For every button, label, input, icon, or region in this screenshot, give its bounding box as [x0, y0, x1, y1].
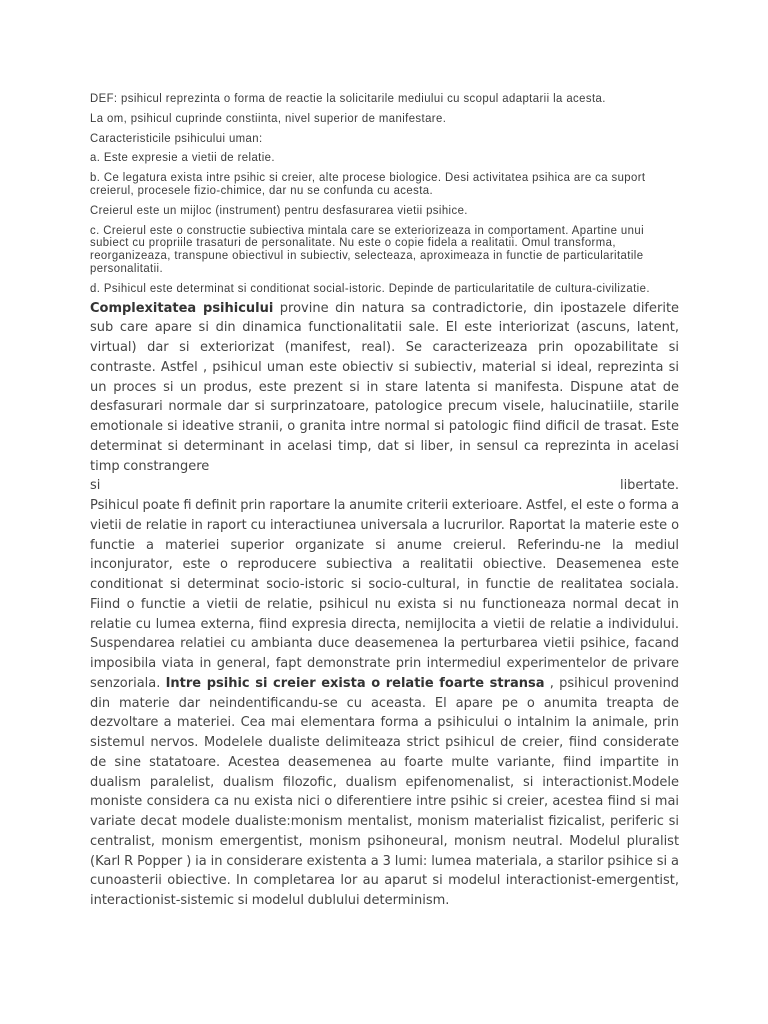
definition-text-after: , psihicul provenind din materie dar neindentificandu-se cu aceasta. El apare pe o anumita treapta de dezvoltare a materiei. Cea mai elementara forma a psihicului o intalnim la animale, prin sistemul nervos. Modelele dualiste delimiteaza strict psihicul de creier, fiind considerate de sine statatoare. Acestea deasemenea au foarte multe variante, fiind impartite in dualism paralelist, dualism filozofic, dualism epifenomenalist, si interactionist.Modele moniste considera ca nu exista nici o diferentiere intre psihic si creier, acestea fiind si mai variate decat modele dualiste:monism mentalist, monism materialist fizicalist, periferic si centralist, monism emergentist, monism psihoneural, monism neutral. Modelul pluralist (Karl R Popper ) ia in considerare existenta a 3 lumi: lumea materiala, a starilor psihice si a cunoasterii obiective. In completarea lor au aparut si modelul interactionist-emergentist, interactionist-sistemic si modelul dublului determinism. — [90, 675, 680, 909]
characteristic-d: d. Psihicul este determinat si conditionat social-istoric. Depinde de particularitatile de cultura-civilizatie. — [90, 280, 650, 295]
consciousness-line: La om, psihicul cuprinde constiinta, nivel superior de manifestare. — [90, 110, 447, 125]
definition-line: DEF: psihicul reprezinta o forma de reactie la solicitarile mediului cu scopul adaptarii la acesta. — [90, 91, 606, 105]
characteristics-heading: Caracteristicile psihicului uman: — [90, 130, 263, 145]
complexity-paragraph — [90, 299, 679, 477]
complexity-last-left: si — [90, 478, 101, 494]
definition-text-before: Psihicul poate fi definit prin raportare la anumite criterii exterioare. Astfel, el este o forma a vietii de relatie in raport cu interactiunea universala a lucrurilor. Raportat la materie este o functie a materiei superior organizate si anume creierul. Referindu-ne la mediul inconjurator, este o reproducere subiectiva a realitatii obiective. Deasemenea este conditionat si determinat socio-istoric si socio-cultural, in functie de realitatea sociala. Fiind o functie a vietii de relatie, psihicul nu exista si nu functioneaza normal decat in relatie cu lumea externa, fiind expresia directa, nemijlocita a vietii de relatie a individului. Suspendarea relatiei cu ambianta duce deasemenea la perturbarea vietii psihice, facand imposibila viata in general, fapt demonstrate prin intermediul experimentelor de privare senzoriala. — [90, 498, 680, 691]
complexity-text: provine din natura sa contradictorie, din ipostazele diferite sub care apare si din dinamica functionalitatii sale. El este interiorizat (ascuns, latent, virtual) dar si exteriorizat (manifest, real). Se caracterizeaza prin opozabilitate si contraste. Astfel , psihicul uman este obiectiv si subiectiv, material si ideal, reprezinta si un proces si un produs, este prezent si in stare latenta si manifesta. Dispune atat de desfasurari normale dar si surprinzatoare, patologice precum visele, halucinatiile, starile emotionale si ideative stranii, o granita intre normal si patologic fiind dificil de trasat. Este determinat si determinant in acelasi timp, dat si liber, in sensul ca reprezinta in acelasi timp constrangere — [90, 300, 680, 474]
complexity-heading: Complexitatea psihicului — [90, 300, 274, 316]
complexity-last-line — [90, 476, 679, 496]
complexity-last-right: libertate. — [619, 478, 680, 494]
document-page — [90, 92, 679, 911]
definition-paragraph — [90, 496, 679, 911]
characteristic-a: a. Este expresie a vietii de relatie. — [90, 150, 275, 165]
definition-bold-phrase: Intre psihic si creier exista o relatie foarte stransa — [165, 675, 545, 691]
characteristic-c: c. Creierul este o constructie subiectiva mintala care se exteriorizeaza in comportament. Apartine unui subiect cu propriile trasaturi de personalitate. Nu este o copie fidela a realitatii. Omul transforma, reorganizeaza, transpune obiectivul in subiectiv, selecteaza, aproximeaza in functie de particularitatile personalitatii. — [90, 222, 645, 275]
brain-instrument-line: Creierul este un mijloc (instrument) pentru desfasurarea vietii psihice. — [90, 202, 468, 217]
characteristic-b: b. Ce legatura exista intre psihic si creier, alte procese biologice. Desi activitatea psihica are ca suport creierul, procesele fizio-chimice, dar nu se confunda cu acesta. — [90, 170, 646, 197]
